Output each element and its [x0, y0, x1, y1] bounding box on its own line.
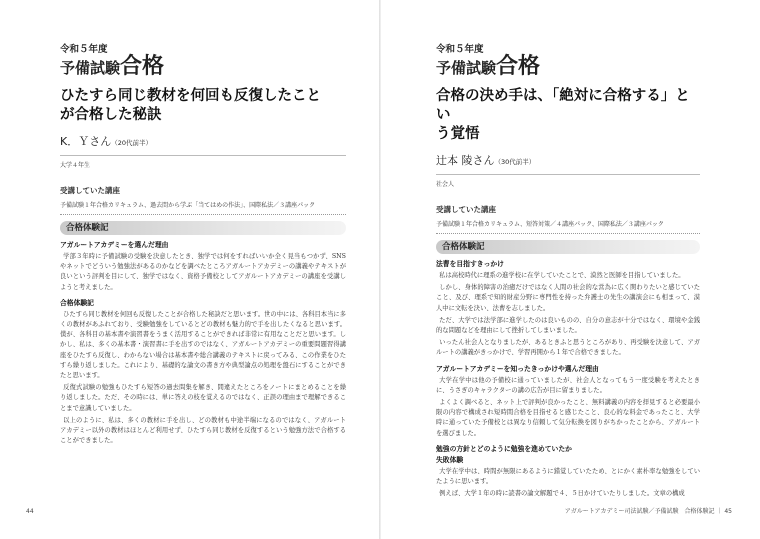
body-paragraph: 以上のように、私は、多くの教材に手を出し、どの教材も中途半端になるのではなく、アガルートアカデミー以外の教材はほとんど利用せず、ひたすら同じ教材を反復するという勉強方法で合格することができました。	[60, 416, 346, 445]
body-paragraph: 反復式試験の勉強もひたすら短答の過去問集を解き、間違えたところをノートにまとめることを繰り返しました。ただ、その時には、単に答えの枝を覚えるのではなく、正誤の理由まで理解できることまで意識していました。	[60, 384, 346, 412]
footer-text: アガルートアカデミー司法試験／予備試験 合格体験記	[564, 508, 715, 515]
body-paragraph: ただ、大学では法学部に進学したのは良いものの、自分の意志が十分ではなく、環境や金銭的な問題などを理由にして挫折してしまいました。	[436, 316, 700, 335]
section-heading: 合格体験記	[60, 298, 94, 307]
author-name: K．Ｙさん（20代前半）	[60, 135, 152, 148]
author-occupation: 大学４年生	[60, 162, 91, 169]
exam-pass-heading: 予備試験合格	[436, 54, 541, 79]
section-heading: 法曹を目指すきっかけ	[436, 260, 504, 268]
dotted-divider	[436, 233, 700, 234]
body-paragraph: 大学在学中は他の予備校に通っていましたが、社会人となってもう一度受験を考えたときに、うさぎのキャラクターの講の広告が目に留まりました。	[436, 376, 700, 394]
courses-label: 受講していた講座	[436, 205, 496, 214]
courses-text: 予備試験１年合格カリキュラム、短答対策／４講座パック、国際私法／３講座パック	[436, 221, 664, 228]
running-footer: アガルートアカデミー司法試験／予備試験 合格体験記 ｜ 45	[564, 508, 732, 515]
year-label: 令和５年度	[60, 44, 108, 55]
exam-pass-heading: 予備試験合格	[60, 54, 165, 79]
year-label: 令和５年度	[436, 44, 484, 55]
section-heading: アガルートアカデミーを知ったきっかけや選んだ理由	[436, 364, 599, 373]
essay-section-band: 合格体験記	[436, 240, 700, 254]
body-paragraph: 例えば、大学１年の時に読書の論文解題で４、５日かけていたりしました。文章の構成	[439, 490, 685, 498]
body-paragraph: ひたすら同じ教材を何回も反復したことが合格した秘訣だと思います。世の中には、各科目本当に多くの教材があふれており、受験勉強をしているとどの教材も魅力的で手を出したくなると思います。僕が、各科目の基本書や演習書をうまく活用することができれば非常に有用なことだと思います。しかし、私は、多くの基本書・演習書に手を出すのではなく、アガルートアカデミーの重要問題習得講座をひたすら反復し、わからない場合は基本書や総合講義のテキストに戻ってみる、この作業をひたすら繰り返しました。これにより、基礎的な論文の書き方や典型論点の処理を盤石にすることができたと思います。	[60, 310, 346, 380]
dotted-divider	[60, 214, 346, 215]
body-paragraph: いったん社会人となりましたが、あるときふと思うところがあり、再受験を決意して、アガルートの講義がきっかけで、学習再開から１年で合格できました。	[436, 339, 700, 357]
body-paragraph: 学部３年時に予備試験の受験を決意したとき、独学では何をすればいいか全く見当もつかず、SNSやネットでどういう勉強法があるのかなどを調べたところアガルートアカデミーの講義やテキストが良いという評判を目にして、独学ではなく、資格予備校としてアガルートアカデミーの講座を受講しようと考えました。	[60, 253, 346, 291]
page-number: 44	[26, 508, 34, 515]
right-page	[380, 0, 760, 539]
article-title: ひたすら同じ教材を何回も反復したこと が合格した秘訣	[60, 87, 321, 123]
divider	[436, 174, 700, 175]
body-paragraph: 私は高校時代に理系の進学校に在学していたことで、漠然と医師を目指していました。	[439, 272, 685, 279]
sub-heading: 失敗体験	[436, 455, 464, 464]
divider	[60, 155, 346, 156]
author-name: 辻本 陵さん（30代前半）	[436, 154, 536, 167]
courses-text: 予備試験１年合格カリキュラム、過去問から学ぶ「当てはめの作法」、国際私法／３講座パック	[60, 202, 316, 209]
body-paragraph: しかし、身体的障害の治癒だけではなく人間の社会的な営為に広く関わりたいと感じていたこと、及び、理系で知的財産分野に専門性を持った弁護士の先生の講演会にも相まって、漠人中に文転を決い、法曹を志しました。	[436, 284, 700, 312]
section-heading: 勉強の方針とどのように勉強を進めていたか	[436, 444, 572, 453]
article-title: 合格の決め手は、「絶対に合格する」とい う覚悟	[436, 87, 690, 142]
courses-label: 受講していた講座	[60, 186, 120, 195]
body-paragraph: 大学在学中は、時間が無限にあるように錯覚していたため、とにかく素朴率な勉強をしていたように思います。	[436, 467, 700, 486]
body-paragraph: よくよく調べると、ネット上で評判が良かったこと、無料講義の内容を拝見すると必要最小限の内容で構成され短時間合格を目指せると感じたこと、良心的な料金であったこと、大学時に通っていた予備校とは異なり信頼して気分転換を図りがちかったことから、アガルートを選びました。	[436, 399, 700, 437]
page-number: 45	[724, 508, 732, 515]
section-heading: アガルートアカデミーを選んだ理由	[60, 241, 169, 249]
author-occupation: 社会人	[436, 181, 455, 188]
essay-section-band: 合格体験記	[60, 221, 346, 235]
